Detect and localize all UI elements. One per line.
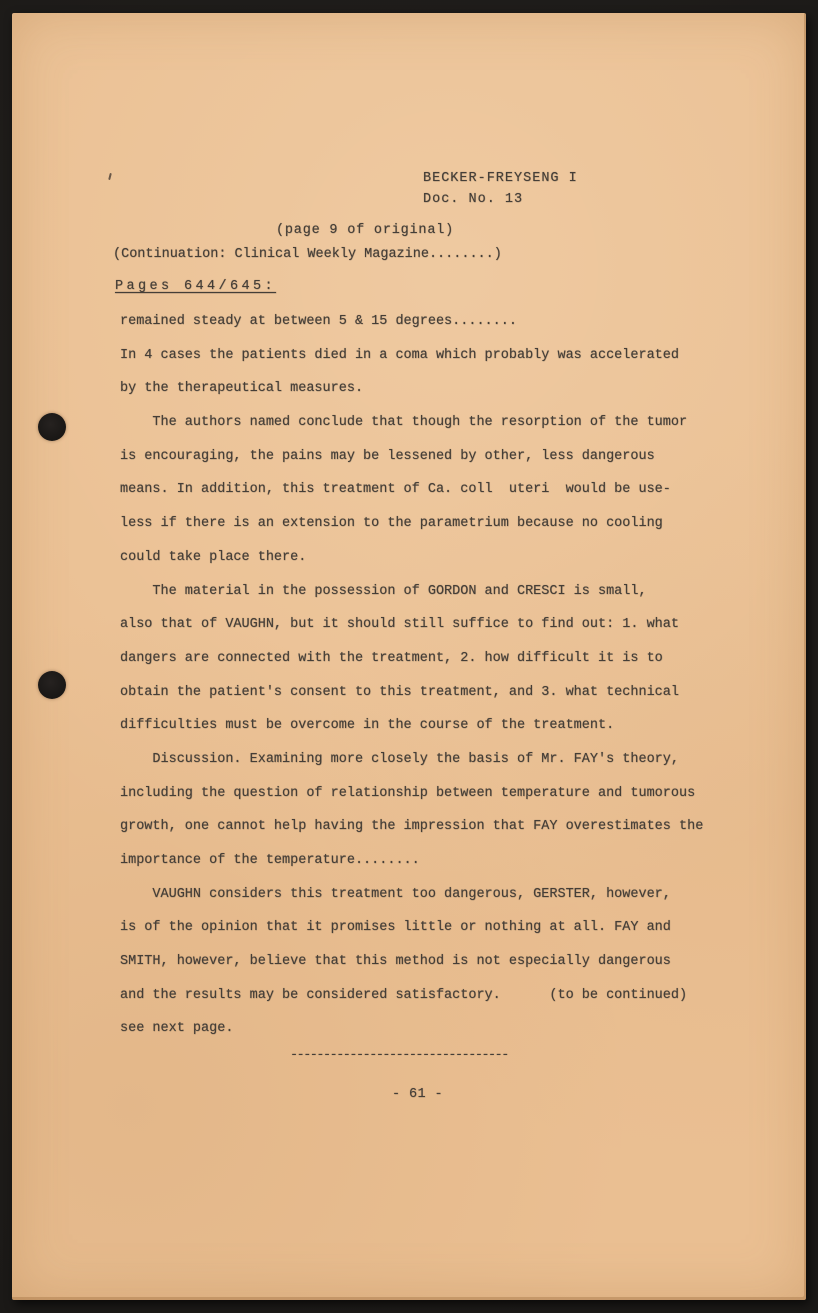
- typed-line: importance of the temperature........: [120, 853, 420, 868]
- typed-line: In 4 cases the patients died in a coma which probably was accelerated: [120, 347, 679, 363]
- page-note-line: (page 9 of original): [276, 223, 455, 238]
- typed-line: growth, one cannot help having the impression that FAY overestimates the: [120, 819, 704, 835]
- page-number: - 61 -: [392, 1087, 444, 1102]
- continuation-line: (Continuation: Clinical Weekly Magazine........): [113, 247, 502, 262]
- typed-line: less if there is an extension to the parametrium because no cooling: [120, 516, 663, 532]
- typed-body: [120, 305, 740, 1046]
- typed-line: The authors named conclude that though the resorption of the tumor: [120, 415, 688, 431]
- doc-title-line: BECKER-FREYSENG I: [423, 171, 578, 186]
- doc-number-line: Doc. No. 13: [423, 192, 524, 207]
- typed-line: see next page.: [120, 1021, 234, 1037]
- typed-line: and the results may be considered satisfactory. (to be continued): [120, 987, 688, 1003]
- punch-hole-bottom: [38, 671, 66, 699]
- pages-ref-line: Pages 644/645:: [115, 279, 277, 294]
- punch-hole-top: [38, 413, 66, 441]
- typed-line: could take place there.: [120, 549, 307, 565]
- typed-line: is encouraging, the pains may be lessened by other, less dangerous: [120, 448, 655, 464]
- typed-line: remained steady at between 5 & 15 degrees........: [120, 314, 517, 329]
- typed-line: SMITH, however, believe that this method is not especially dangerous: [120, 954, 671, 970]
- typed-line: dangers are connected with the treatment, 2. how difficult it is to: [120, 650, 663, 666]
- separator-line: ---------------------------------: [290, 1048, 508, 1063]
- typed-line: Discussion. Examining more closely the basis of Mr. FAY's theory,: [120, 751, 679, 767]
- typed-line: difficulties must be overcome in the course of the treatment.: [120, 718, 615, 734]
- typed-line: obtain the patient's consent to this treatment, and 3. what technical: [120, 684, 679, 700]
- typed-line: The material in the possession of GORDON and CRESCI is small,: [120, 583, 647, 599]
- typed-line: means. In addition, this treatment of Ca. coll uteri would be use-: [120, 482, 671, 498]
- typed-line: including the question of relationship between temperature and tumorous: [120, 785, 696, 801]
- typed-line: VAUGHN considers this treatment too dangerous, GERSTER, however,: [120, 886, 671, 902]
- typed-line: is of the opinion that it promises little or nothing at all. FAY and: [120, 920, 671, 936]
- document-page: [12, 13, 806, 1300]
- stray-ink-mark: [108, 173, 112, 180]
- typed-line: by the therapeutical measures.: [120, 381, 364, 397]
- typed-line: also that of VAUGHN, but it should still suffice to find out: 1. what: [120, 617, 679, 633]
